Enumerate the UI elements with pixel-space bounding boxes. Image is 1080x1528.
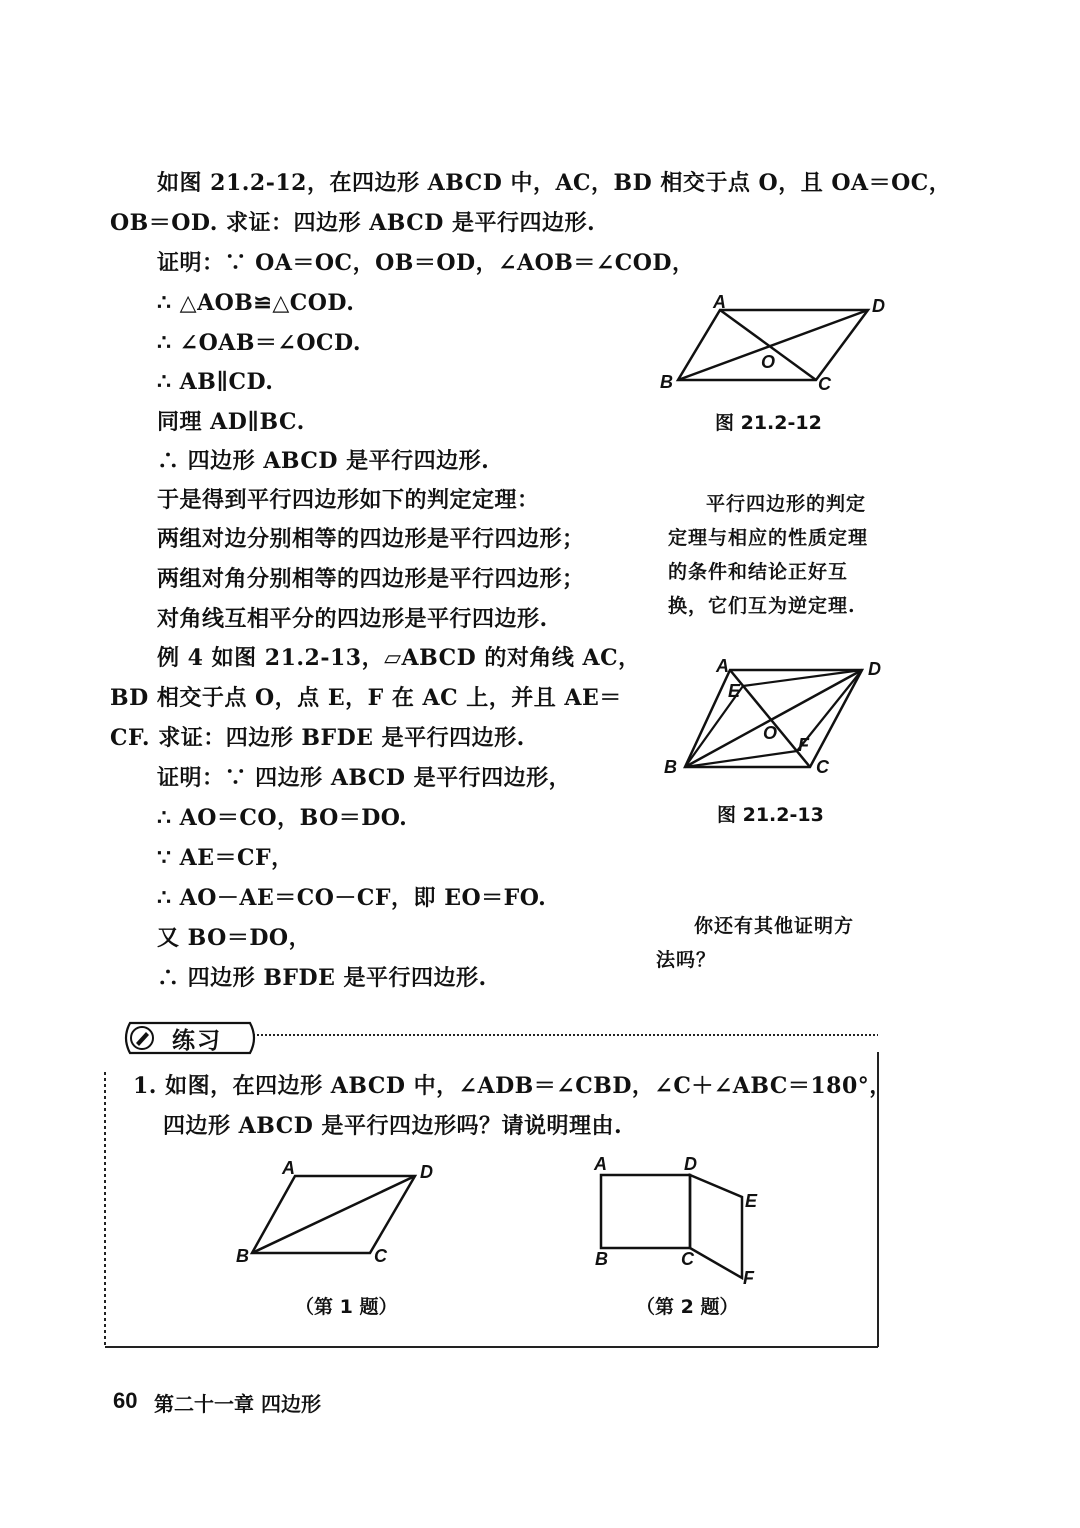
fig13-label-o: O (763, 723, 778, 743)
theorem-item: 两组对角分别相等的四边形是平行四边形； (157, 566, 585, 592)
theorem-item: 对角线互相平分的四边形是平行四边形. (157, 606, 548, 632)
figure-21-2-13 (660, 655, 900, 780)
fig13-label-e: E (728, 681, 741, 701)
ex2-label-e: E (745, 1191, 758, 1211)
side-note-2-line: 你还有其他证明方 (694, 915, 855, 937)
side-note-1-line: 平行四边形的判定 (706, 493, 867, 515)
page-number: 60 (113, 1388, 138, 1413)
proof1-line: 证明：∵ OA＝OC，OB＝OD，∠AOB＝∠COD， (157, 250, 695, 276)
ex2-label-c: C (681, 1249, 694, 1269)
fig13-label-f: F (798, 735, 809, 755)
example4-line-1: 例 4 如图 21.2-13，▱ABCD 的对角线 AC， (157, 645, 641, 671)
exercise-figure-2 (585, 1150, 775, 1290)
exercise-title-badge (122, 1020, 262, 1060)
exercise-fig2-caption: （第 2 题） (636, 1296, 739, 1318)
ex2-label-d: D (684, 1154, 697, 1174)
theorem-item: 两组对边分别相等的四边形是平行四边形； (157, 526, 585, 552)
fig12-label-b: B (660, 372, 673, 392)
chapter-title: 第二十一章 四边形 (154, 1392, 321, 1416)
fig12-caption: 图 21.2-12 (715, 412, 822, 434)
ex2-label-a: A (594, 1154, 607, 1174)
proof1-line: 同理 AD∥BC. (157, 409, 305, 435)
intro-line-1: 如图 21.2-12，在四边形 ABCD 中，AC，BD 相交于点 O，且 OA＝OC， (157, 170, 952, 196)
fig12-label-o: O (761, 352, 776, 372)
ex2-label-f: F (743, 1268, 754, 1288)
proof2-line: ∴ 四边形 BFDE 是平行四边形. (157, 965, 487, 991)
theorem-intro: 于是得到平行四边形如下的判定定理： (157, 487, 540, 513)
ex1-label-a: A (282, 1158, 295, 1178)
side-note-1-line: 换，它们互为逆定理. (668, 595, 856, 617)
exercise-q1-line-2: 四边形 ABCD 是平行四边形吗？请说明理由. (163, 1113, 623, 1139)
exercise-figure-1 (230, 1158, 450, 1268)
ex2-label-b: B (595, 1249, 608, 1269)
proof1-line: ∴ ∠OAB＝∠OCD. (157, 330, 361, 356)
side-note-1-line: 定理与相应的性质定理 (668, 527, 869, 549)
proof2-line: 又 BO＝DO， (157, 925, 312, 951)
fig13-label-a: A (716, 656, 729, 676)
side-note-2-line: 法吗？ (656, 949, 717, 971)
fig12-label-a: A (713, 292, 726, 312)
proof2-line: 证明：∵ 四边形 ABCD 是平行四边形， (157, 765, 572, 791)
exercise-q1-line-1: 1. 如图，在四边形 ABCD 中，∠ADB＝∠CBD，∠C＋∠ABC＝180°， (133, 1073, 892, 1099)
fig13-label-b: B (664, 757, 677, 777)
fig13-label-c: C (816, 757, 829, 777)
proof2-line: ∴ AO－AE＝CO－CF，即 EO＝FO. (157, 885, 547, 911)
proof1-line: ∴ 四边形 ABCD 是平行四边形. (157, 448, 490, 474)
ex1-label-d: D (420, 1162, 433, 1182)
fig12-label-c: C (818, 374, 831, 394)
fig13-caption: 图 21.2-13 (717, 804, 824, 826)
proof2-line: ∵ AE＝CF， (157, 845, 294, 871)
intro-line-2: OB＝OD. 求证：四边形 ABCD 是平行四边形. (110, 210, 596, 236)
fig13-label-d: D (868, 659, 881, 679)
proof2-line: ∴ AO＝CO，BO＝DO. (157, 805, 408, 831)
exercise-fig1-caption: （第 1 题） (295, 1296, 398, 1318)
example4-line-3: CF. 求证：四边形 BFDE 是平行四边形. (110, 725, 525, 751)
fig12-label-d: D (872, 296, 885, 316)
ex1-label-c: C (374, 1246, 387, 1266)
ex1-label-b: B (236, 1246, 249, 1266)
proof1-line: ∴ AB∥CD. (157, 369, 274, 395)
proof1-line: ∴ △AOB≌△COD. (157, 290, 355, 316)
figure-21-2-12 (650, 290, 900, 400)
example4-line-2: BD 相交于点 O，点 E，F 在 AC 上，并且 AE＝ (110, 685, 622, 711)
side-note-1-line: 的条件和结论正好互 (668, 561, 849, 583)
exercise-title: 练习 (172, 1028, 222, 1054)
